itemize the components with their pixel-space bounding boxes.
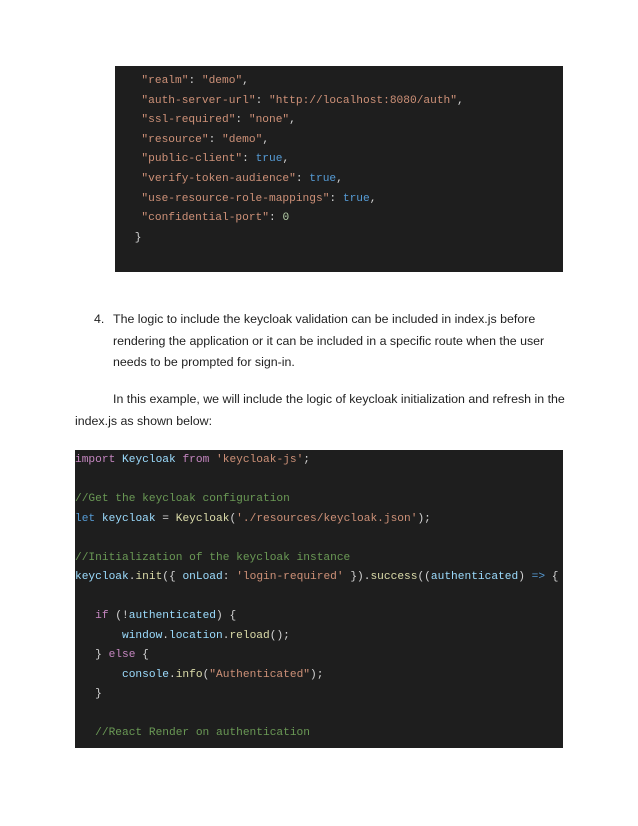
code-token: , <box>369 192 377 205</box>
code-token: (! <box>108 610 129 622</box>
intro-line-2: index.js as shown below: <box>75 413 213 428</box>
intro-paragraph <box>75 389 575 432</box>
code-token: , <box>262 133 270 146</box>
code-token: } <box>75 649 109 661</box>
step-number: 4. <box>94 312 105 326</box>
step-4-text: The logic to include the keycloak validation can be included in index.js before rendering the application or it can be included in a specific route when the user needs to be prompted for sign-in. <box>113 312 545 369</box>
code-token: => <box>531 571 546 583</box>
code-token: //React Render on authentication <box>75 727 310 739</box>
code-token: , <box>282 153 290 166</box>
index-js-code-block <box>75 450 563 748</box>
code-token: : <box>242 153 256 166</box>
intro-line-1: In this example, we will include the logic of keycloak initialization and refresh in the <box>113 392 565 406</box>
code-token: "use-resource-role-mappings" <box>128 192 330 205</box>
code-line <box>75 529 563 549</box>
code-token: true <box>255 153 283 166</box>
code-token: "resource" <box>128 133 209 146</box>
code-token: "Authenticated" <box>209 668 311 681</box>
code-token: ({ <box>162 571 183 583</box>
code-token: , <box>289 114 296 127</box>
code-line <box>75 451 563 471</box>
code-line <box>75 490 563 510</box>
code-token: ( <box>202 668 210 681</box>
code-token: { <box>545 571 559 583</box>
code-token: "public-client" <box>128 153 243 166</box>
code-token: "confidential-port" <box>128 212 269 225</box>
code-token: ( <box>229 512 237 525</box>
code-token: "verify-token-audience" <box>128 172 296 185</box>
code-token: . <box>222 629 230 642</box>
code-token: . <box>128 571 136 583</box>
code-token: } <box>75 688 102 700</box>
code-token: keycloak <box>75 571 129 583</box>
code-token: ) { <box>216 610 237 622</box>
code-token: . <box>169 668 176 681</box>
code-token: : <box>329 192 343 205</box>
code-token: , <box>456 94 464 107</box>
code-token: }). <box>343 571 371 583</box>
code-token: else <box>108 649 136 661</box>
code-token: ); <box>310 668 324 681</box>
step-4-paragraph <box>94 309 574 374</box>
code-token: reload <box>229 629 270 642</box>
code-token: authenticated <box>430 571 519 583</box>
code-token: './resources/keycloak.json' <box>236 512 418 525</box>
code-token: 'login-required' <box>236 571 344 583</box>
code-line <box>75 607 563 627</box>
code-line <box>75 705 563 725</box>
code-token: : <box>269 212 283 225</box>
code-token: . <box>162 629 169 642</box>
code-line <box>75 685 563 705</box>
code-line <box>75 646 563 666</box>
code-token: if <box>75 610 109 622</box>
code-token: Keycloak <box>115 454 183 466</box>
code-token: Keycloak <box>175 512 230 525</box>
code-token: { <box>135 649 149 661</box>
code-token: init <box>135 571 163 583</box>
code-token: , <box>242 75 249 87</box>
code-token: 'keycloak-js' <box>216 454 304 466</box>
code-line <box>75 471 563 491</box>
code-token: window <box>75 629 163 642</box>
code-token: console <box>75 668 169 681</box>
code-token: "none" <box>248 114 290 127</box>
code-token: "demo" <box>222 133 263 146</box>
code-token: "realm" <box>128 75 189 87</box>
code-token: "ssl-required" <box>128 114 236 127</box>
code-line <box>75 568 563 588</box>
code-token: , <box>336 172 343 185</box>
code-token: "demo" <box>201 75 243 87</box>
code-token: : <box>235 114 249 127</box>
code-line <box>75 724 563 744</box>
code-token: ; <box>303 454 311 466</box>
code-token: 0 <box>282 212 290 225</box>
code-token: info <box>175 668 203 681</box>
code-token: ); <box>417 512 431 525</box>
code-token: from <box>182 454 210 466</box>
code-line <box>128 131 563 151</box>
code-token: "http://localhost:8080/auth" <box>269 94 457 107</box>
code-token: : <box>255 94 269 107</box>
code-token: : <box>208 133 223 146</box>
code-token: //Initialization of the keycloak instance <box>75 551 351 564</box>
code-token: : <box>295 172 310 185</box>
code-line <box>75 549 563 569</box>
code-token: onLoad <box>182 571 223 583</box>
code-line <box>128 190 563 210</box>
code-line <box>128 209 563 229</box>
code-line <box>75 588 563 608</box>
code-line <box>75 627 563 647</box>
code-token: = <box>162 512 176 525</box>
code-token: "auth-server-url" <box>128 94 256 107</box>
code-line <box>128 150 563 170</box>
code-token: keycloak <box>95 512 163 525</box>
code-token: let <box>75 512 96 525</box>
code-token: ) <box>518 571 532 583</box>
code-line <box>75 510 563 530</box>
code-token: location <box>169 629 223 642</box>
code-token: success <box>370 571 418 583</box>
code-line <box>128 111 563 131</box>
code-line <box>128 229 563 249</box>
code-token: import <box>75 454 116 466</box>
code-token: : <box>188 75 202 87</box>
code-token: true <box>309 172 337 185</box>
code-token: (( <box>417 571 431 583</box>
code-line <box>75 666 563 686</box>
code-token <box>209 454 216 466</box>
code-token: authenticated <box>128 610 217 622</box>
code-token: } <box>128 231 142 244</box>
code-line <box>128 72 563 92</box>
code-token: (); <box>269 629 290 642</box>
code-token: //Get the keycloak configuration <box>75 493 290 505</box>
code-token: true <box>342 192 370 205</box>
code-line <box>128 92 563 112</box>
keycloak-json-code-block <box>115 66 563 272</box>
code-line <box>128 170 563 190</box>
code-token: : <box>222 571 237 583</box>
